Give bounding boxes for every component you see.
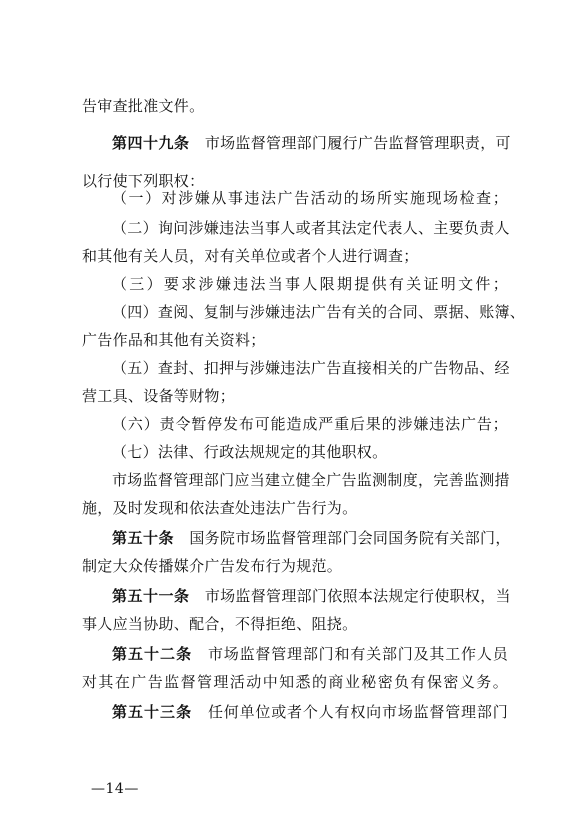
- article-number: 第五十一条: [112, 587, 190, 605]
- text-line: 对其在广告监督管理活动中知悉的商业秘密负有保密义务。: [82, 673, 508, 691]
- list-item: （五）查封、扣押与涉嫌违法广告直接相关的广告物品、经: [112, 359, 510, 377]
- paragraph-line: 市场监督管理部门应当建立健全广告监测制度，完善监测措: [112, 471, 510, 489]
- text-line: 营工具、设备等财物；: [82, 387, 236, 405]
- list-item: （四）查阅、复制与涉嫌违法广告有关的合同、票据、账簿、: [112, 303, 526, 321]
- text-line: 施，及时发现和依法查处违法广告行为。: [82, 499, 358, 517]
- list-item: （七）法律、行政法规规定的其他职权。: [112, 443, 388, 461]
- article-number: 第五十三条: [112, 703, 193, 721]
- article-50-heading-line: 第五十条 国务院市场监督管理部门会同国务院有关部门，: [112, 529, 511, 547]
- text-line: 以行使下列职权：: [82, 172, 205, 190]
- text-line: 告审查批准文件。: [82, 97, 205, 115]
- page-number: —14—: [91, 781, 139, 797]
- list-item: （一）对涉嫌从事违法广告活动的场所实施现场检查；: [112, 189, 508, 207]
- article-number: 第五十二条: [112, 645, 193, 663]
- list-item: （二）询问涉嫌违法当事人或者其法定代表人、主要负责人: [112, 219, 510, 237]
- article-51-heading-line: 第五十一条 市场监督管理部门依照本法规定行使职权，当: [112, 587, 511, 605]
- list-item: （六）责令暂停发布可能造成严重后果的涉嫌违法广告；: [112, 415, 508, 433]
- article-53-heading-line: 第五十三条 任何单位或者个人有权向市场监督管理部门: [112, 703, 508, 721]
- article-number: 第四十九条: [112, 134, 190, 152]
- text-line: 广告作品和其他有关资料；: [82, 331, 266, 349]
- text-line: 和其他有关人员，对有关单位或者个人进行调查；: [82, 247, 419, 265]
- article-52-heading-line: 第五十二条 市场监督管理部门和有关部门及其工作人员: [112, 645, 508, 663]
- text-line: 制定大众传播媒介广告发布行为规范。: [82, 557, 343, 575]
- article-number: 第五十条: [112, 529, 175, 547]
- article-49-heading-line: 第四十九条 市场监督管理部门履行广告监督管理职责，可: [112, 134, 511, 152]
- text-line: 事人应当协助、配合，不得拒绝、阻挠。: [82, 615, 358, 633]
- list-item: （三）要求涉嫌违法当事人限期提供有关证明文件；: [112, 275, 508, 293]
